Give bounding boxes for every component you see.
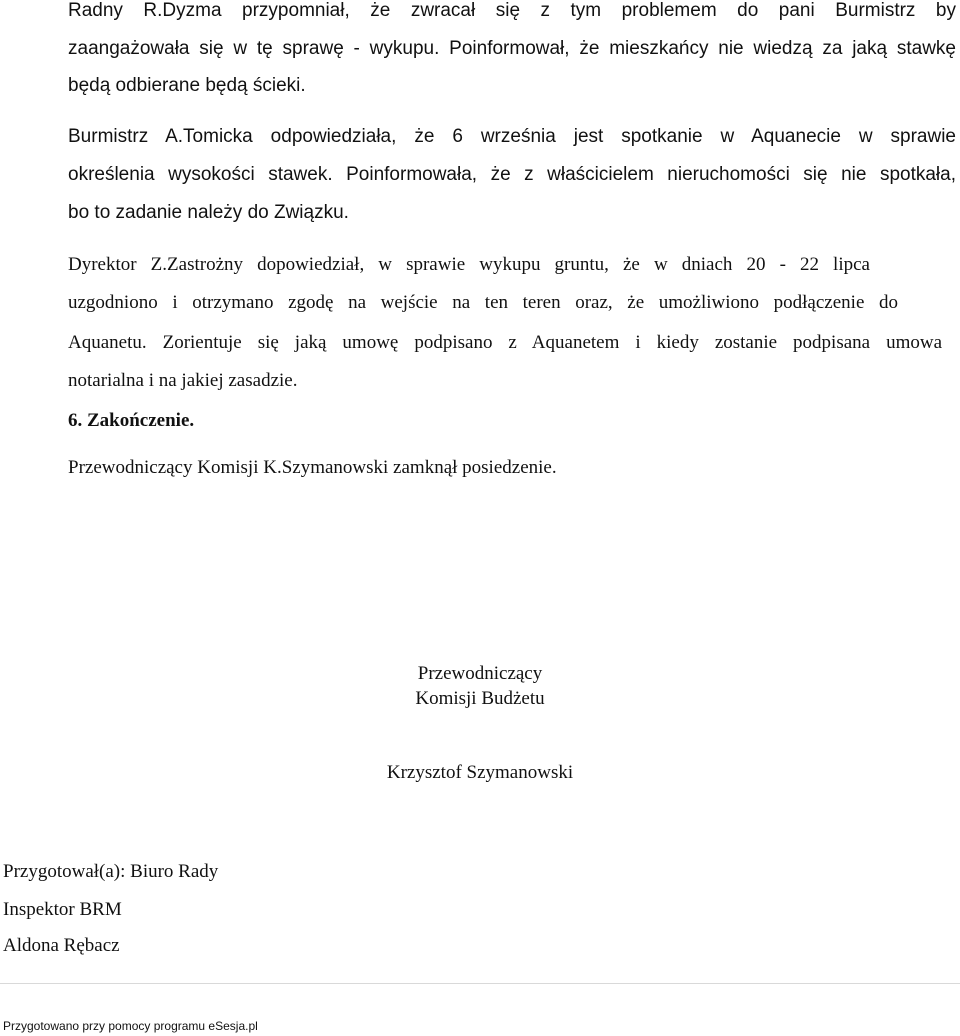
section-heading: 6. Zakończenie. (68, 410, 195, 431)
footer-text: Przygotowano przy pomocy programu eSesja.pl (3, 1019, 258, 1033)
prepared-by-line-2: Inspektor BRM (3, 899, 122, 920)
paragraph-3-line-2: uzgodniono i otrzymano zgodę na wejście na ten teren oraz, że umożliwiono podłączenie do (68, 292, 898, 313)
signature-name: Krzysztof Szymanowski (386, 762, 574, 783)
paragraph-3-line-1: Dyrektor Z.Zastrożny dopowiedział, w sprawie wykupu gruntu, że w dniach 20 - 22 lipca (68, 254, 870, 275)
paragraph-1-line-1: Radny R.Dyzma przypomniał, że zwracał się z tym problemem do pani Burmistrz by (68, 0, 956, 21)
paragraph-2-line-1: Burmistrz A.Tomicka odpowiedziała, że 6 września jest spotkanie w Aquanecie w sprawie (68, 126, 956, 147)
footer-divider (0, 983, 960, 984)
prepared-by-line-1: Przygotował(a): Biuro Rady (3, 861, 219, 882)
paragraph-2-line-3: bo to zadanie należy do Związku. (68, 202, 349, 223)
paragraph-1-line-3: będą odbierane będą ścieki. (68, 75, 306, 96)
paragraph-1-line-2: zaangażowała się w tę sprawę - wykupu. Poinformował, że mieszkańcy nie wiedzą za jaką stawkę (68, 38, 956, 59)
signature-role-line-2: Komisji Budżetu (415, 688, 545, 709)
paragraph-3-line-4: notarialna i na jakiej zasadzie. (68, 370, 298, 391)
prepared-by-line-3: Aldona Rębacz (3, 935, 120, 956)
signature-role-line-1: Przewodniczący (417, 663, 543, 684)
paragraph-3-line-3: Aquanetu. Zorientuje się jaką umowę podpisano z Aquanetem i kiedy zostanie podpisana umowa (68, 332, 942, 353)
paragraph-2-line-2: określenia wysokości stawek. Poinformowała, że z właścicielem nieruchomości się nie spotkała, (68, 164, 956, 185)
closing-text: Przewodniczący Komisji K.Szymanowski zamknął posiedzenie. (68, 457, 557, 478)
